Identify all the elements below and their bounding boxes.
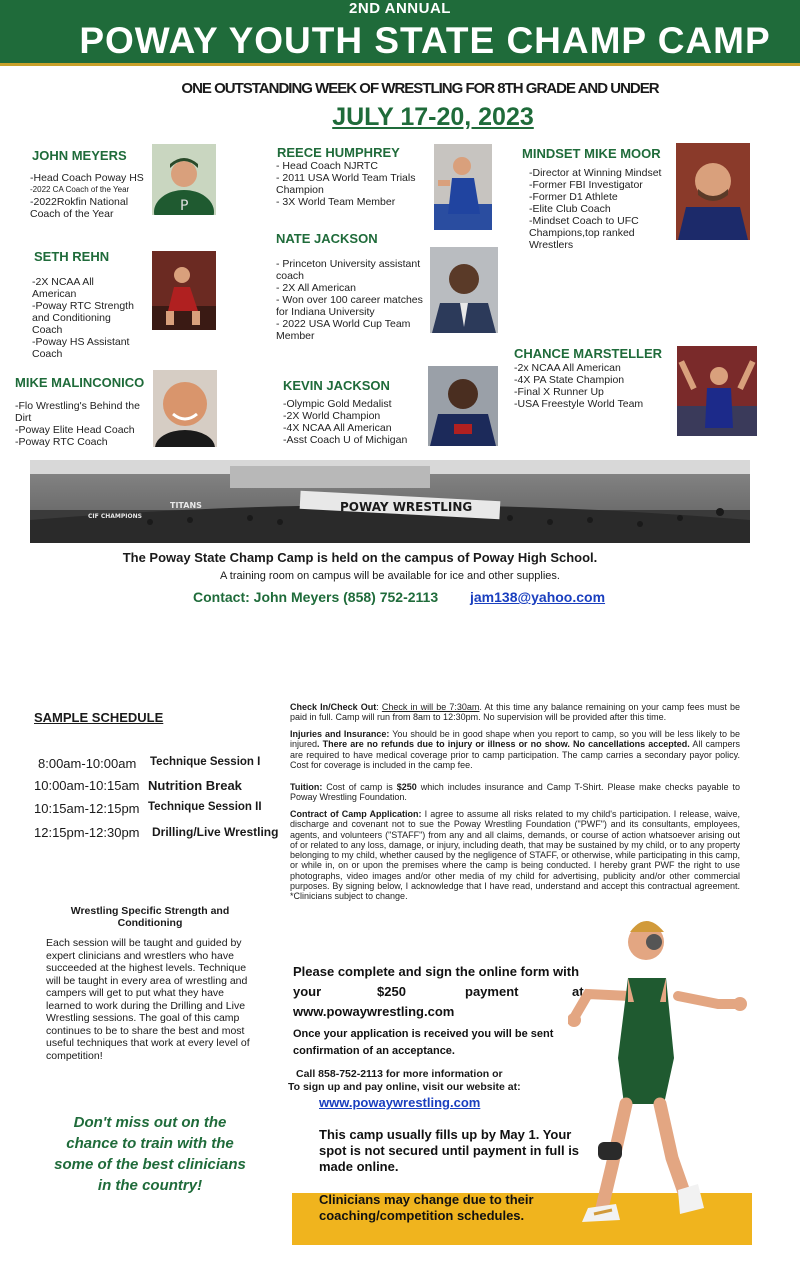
bio-line: -Former FBI Investigator: [529, 179, 643, 191]
signup-call: Call 858-752-2113 for more information or: [296, 1068, 503, 1080]
bio-line: -2x NCAA All American: [514, 362, 621, 374]
camp-dates: JULY 17-20, 2023: [332, 103, 534, 131]
bio-line: - 3X World Team Member: [276, 196, 396, 208]
coach-bio-humphrey: [276, 160, 426, 208]
tagline: ONE OUTSTANDING WEEK OF WRESTLING FOR 8TH GRADE AND UNDER: [181, 80, 659, 97]
gym-panorama-photo: [30, 460, 750, 543]
bio-line: -Poway RTC Strength and Conditioning Coach: [32, 300, 134, 336]
schedule-row: 12:15pm-12:30pm Drilling/Live Wrestling: [34, 825, 279, 840]
signup-line-1: Please complete and sign the online form with: [293, 964, 580, 979]
bio-line: -Final X Runner Up: [514, 386, 604, 398]
checkin-policy: Check In/Check Out: Check in will be 7:30am. At this time any balance remaining on your camp fees must be paid in full. Camp will run from 8am to 12:30pm. No supervision will be provided after this time.: [290, 702, 740, 723]
signup-confirm: Once your application is received you will be sent confirmation of an acceptance.: [293, 1028, 554, 1057]
bio-line: -USA Freestyle World Team: [514, 398, 644, 410]
coach-name-kevin: KEVIN JACKSON: [283, 378, 390, 393]
signup-line-2: your $250 payment at: [293, 984, 584, 999]
bio-line: - Princeton University assistant coach: [276, 258, 421, 282]
schedule-row: 10:00am-10:15am Nutrition Break: [34, 778, 242, 793]
bio-line: -Former D1 Athlete: [529, 191, 618, 203]
coach-name-humphrey: REECE HUMPHREY: [277, 145, 400, 160]
dont-miss-callout: Don't miss out on the chance to train with the some of the best clinicians in the country!: [54, 1114, 246, 1194]
photo-john-meyers: [152, 144, 216, 215]
bio-line: - 2022 USA World Cup Team Member: [276, 318, 411, 342]
bio-line: -4X NCAA All American: [283, 422, 392, 434]
schedule-row: 10:15am-12:15pm Technique Session II: [34, 801, 262, 816]
schedule-heading: SAMPLE SCHEDULE: [34, 710, 164, 725]
bio-line: -Elite Club Coach: [529, 203, 611, 215]
coach-bio-nate: [276, 258, 426, 342]
bio-line: -Head Coach Poway HS: [30, 172, 144, 184]
coach-bio-moor: [529, 167, 667, 251]
bio-line: -Poway RTC Coach: [15, 436, 108, 448]
photo-mike-malinconico: [153, 370, 217, 447]
bio-line: -2X World Champion: [283, 410, 381, 422]
coach-bio-kevin: [283, 398, 423, 446]
bio-line: -2022Rokfin National Coach of the Year: [30, 196, 129, 220]
injury-policy: Injuries and Insurance: You should be in good shape when you report to camp, so you will be less likely to be injured. There are no refunds due to injury or illness or no show. No cancellations accepted. All campers are required to have medical coverage prior to camp participation. The camp carries a secondary payor policy. Cost for coverage is included in the camp fee.: [290, 729, 741, 770]
gym-banner-text: POWAY WRESTLING: [340, 500, 473, 514]
bio-line: -Flo Wrestling's Behind the Dirt: [15, 400, 140, 424]
signup-change: Clinicians may change due to their coaching/competition schedules.: [319, 1192, 534, 1223]
email-link[interactable]: jam138@yahoo.com: [470, 589, 606, 605]
bio-line: -2022 CA Coach of the Year: [30, 185, 130, 194]
photo-chance-marsteller: [677, 346, 757, 436]
bio-line: - 2011 USA World Team Trials Champion: [276, 172, 416, 196]
coach-bio-marsteller: [514, 362, 664, 410]
header-title: POWAY YOUTH STATE CHAMP CAMP: [79, 20, 771, 61]
photo-kevin-jackson: [428, 366, 498, 446]
contact-info: Contact: John Meyers (858) 752-2113: [193, 589, 439, 605]
wrestler-celebrating-image: [568, 908, 748, 1230]
bio-line: - Head Coach NJRTC: [276, 160, 378, 172]
bio-line: - Won over 100 career matches for Indiana University: [276, 294, 423, 318]
coach-bio-meyers: [30, 172, 148, 220]
schedule-row: 8:00am-10:00am Technique Session I: [38, 756, 261, 771]
coach-name-marsteller: CHANCE MARSTELLER: [514, 346, 663, 361]
coach-bio-rehn: [32, 276, 134, 360]
bio-line: - 2X All American: [276, 282, 356, 294]
tuition-policy: Tuition: Cost of camp is $250 which includes insurance and Camp T-Shirt. Please make checks payable to Poway Wrestling Foundation.: [290, 782, 740, 803]
gym-wall-text-2: CIF CHAMPIONS: [88, 513, 142, 520]
bio-line: -Poway HS Assistant Coach: [32, 336, 130, 360]
bio-line: -Olympic Gold Medalist: [283, 398, 392, 410]
photo-mike-moor: [676, 143, 750, 240]
signup-fills: This camp usually fills up by May 1. Your spot is not secured until payment in full is made online.: [319, 1127, 580, 1174]
bio-line: -Director at Winning Mindset: [529, 167, 662, 179]
website-link[interactable]: www.powaywrestling.com: [319, 1095, 481, 1110]
training-room-info: A training room on campus will be available for ice and other supplies.: [220, 570, 560, 582]
bio-line: -Asst Coach U of Michigan: [283, 434, 408, 446]
coach-name-meyers: JOHN MEYERS: [32, 148, 127, 163]
gym-wall-text: TITANS: [170, 501, 202, 510]
coach-name-malinconico: MIKE MALINCONICO: [15, 375, 145, 390]
photo-nate-jackson: [430, 247, 498, 333]
photo-seth-rehn: [152, 251, 216, 330]
svg-text:P: P: [180, 198, 189, 214]
coach-name-nate: NATE JACKSON: [276, 231, 378, 246]
signup-visit: To sign up and pay online, visit our website at:: [288, 1081, 521, 1093]
contract-policy: Contract of Camp Application: I agree to assume all risks related to my child's participation. I release, waive, discharge and covenant not to sue the Poway Wrestling Foundation ("PWF") and its consultants, employees, agents, and volunteers ("STAFF") from any and all claims, demands, or course of action whatsoever arising out of or related to any loss, damage, or injury, including death, that may be sustained by my child, or to any property belonging to my child, whether caused by the negligence of STAFF, or otherwise, while participating in this camp, or while in, on or upon the premises where the camp is being conducted. I hereby grant PWF the right to use photographs, video images and/or other media of my child for advertising, publicity and/or other commercial purposes. By signing below, I acknowledge that I have read, understand and accept this contractual agreement. *Clinicians subject to change.: [290, 809, 740, 902]
coach-name-moor: MINDSET MIKE MOOR: [522, 146, 661, 161]
header-subtitle: 2ND ANNUAL: [349, 0, 451, 17]
photo-reece-humphrey: [434, 144, 492, 230]
bio-line: -4X PA State Champion: [514, 374, 625, 386]
bio-line: -Poway Elite Head Coach: [15, 424, 135, 436]
coach-name-rehn: SETH REHN: [34, 249, 110, 264]
strength-heading: Wrestling Specific Strength and Conditioning: [70, 905, 230, 929]
bio-line: -2X NCAA All American: [32, 276, 94, 300]
strength-body: Each session will be taught and guided by expert clinicians and wrestlers who have succeeded at the highest levels. Technique will be taught in every area of wrestling and campers will get to put what they have learned to work during the Drilling and Live Wrestling sessions. The goal of this camp continues to be to share the best and most useful techniques that work at every level of competition!: [46, 937, 250, 1062]
campus-info: The Poway State Champ Camp is held on the campus of Poway High School.: [122, 550, 598, 565]
coach-bio-malinconico: [15, 400, 155, 448]
signup-site: www.powaywrestling.com: [293, 1004, 455, 1019]
bio-line: -Mindset Coach to UFC Champions,top ranked Wrestlers: [529, 215, 639, 251]
